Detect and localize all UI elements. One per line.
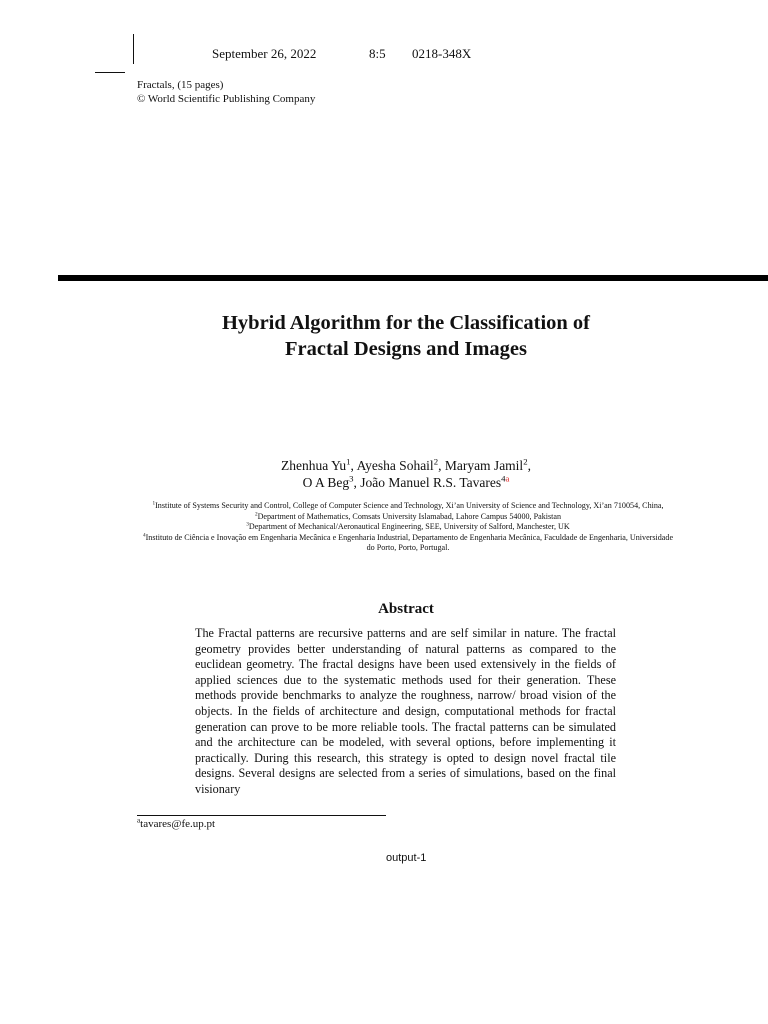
title-line-1: Hybrid Algorithm for the Classification of [221, 312, 591, 334]
author-name: O A Beg [302, 475, 350, 490]
footnote-rule [137, 815, 386, 816]
author-name: Ayesha Sohail [356, 458, 434, 473]
author-name: Maryam Jamil [444, 458, 524, 473]
affiliation-number: 3 [246, 521, 249, 528]
footnote [137, 818, 215, 830]
affiliation-number: 1 [152, 500, 156, 507]
header-issn: 0218-348X [412, 46, 472, 61]
journal-info [137, 78, 315, 106]
affiliation-mark: 1 [346, 456, 351, 467]
author-line-1: Zhenhua Yu$^1$, Ayesha Sohail$^2$, Maryam Jamil$^2$, [281, 456, 531, 473]
author-name: Zhenhua Yu [281, 458, 347, 473]
crop-mark-horizontal [95, 72, 125, 73]
affiliation-item [138, 522, 678, 533]
header-date: September 26, 2022 [212, 46, 317, 61]
affiliation-item [138, 501, 678, 512]
affiliations [138, 501, 678, 554]
affiliation-item [138, 512, 678, 523]
footnote-mark: a [505, 473, 510, 484]
crop-mark-vertical [133, 34, 134, 64]
affiliation-text: Department of Mathematics, Comsats University Islamabad, Lahore Campus 54000, Pakistan [257, 511, 562, 521]
affiliation-mark: 2 [523, 456, 528, 467]
affiliation-text: Instituto de Ciência e Inovação em Engenharia Mecânica e Engenharia Industrial, Departamento de Engenharia Mecânica, Faculdade de Engenharia, Universidade do Porto, Porto, Portugal. [145, 532, 674, 553]
title-line-2: Fractal Designs and Images [284, 338, 527, 360]
affiliation-mark: 4 [501, 473, 506, 484]
abstract-heading: Abstract [378, 601, 434, 617]
author-line-2: O A Beg$^3$, João Manuel R.S. Tavares$^{4a}$ [302, 473, 510, 490]
affiliation-number: 2 [254, 510, 258, 517]
page-label: output-1 [386, 852, 427, 864]
affiliation-number: 4 [142, 532, 146, 539]
abstract-body: The Fractal patterns are recursive patterns and are self similar in nature. The fractal geometry provides better understanding of natural patterns as compared to the euclidean geometry. The fractal designs have been used extensively in the fields of applied sciences due to the systematic methods used for their generation. These methods provide benchmarks to analyze the roughness, narrow/ broad vision of the objects. In the fields of architecture and design, computational methods for fractal generation can prove to be more reliable tools. The fractal patterns can be simulated and the architecture can be modeled, with several options, before implementing it practically. During this research, this strategy is opted to design novel fractal tile designs. Several designs are selected from a series of simulations, based on the final visionary [195, 626, 616, 796]
header-time: 8:5 [369, 46, 386, 61]
affiliation-item [138, 533, 678, 554]
affiliation-mark: 2 [433, 456, 439, 467]
affiliation-text: Institute of Systems Security and Control, College of Computer Science and Technology, Xi’an University of Science and Technology, Xi’an 710054, China, [155, 501, 664, 510]
author-list [100, 457, 712, 491]
affiliation-mark: 3 [349, 473, 354, 484]
title-rule [58, 275, 768, 281]
footnote-email: tavares@fe.up.pt [140, 818, 216, 830]
copyright-line: © World Scientific Publishing Company [137, 93, 316, 105]
author-name: João Manuel R.S. Tavares [360, 475, 502, 490]
paper-title [100, 310, 712, 362]
journal-line: Fractals, (15 pages) [137, 79, 224, 91]
footnote-mark: a [137, 816, 141, 825]
affiliation-text: Department of Mechanical/Aeronautical Engineering, SEE, University of Salford, Manchester, UK [248, 522, 570, 532]
